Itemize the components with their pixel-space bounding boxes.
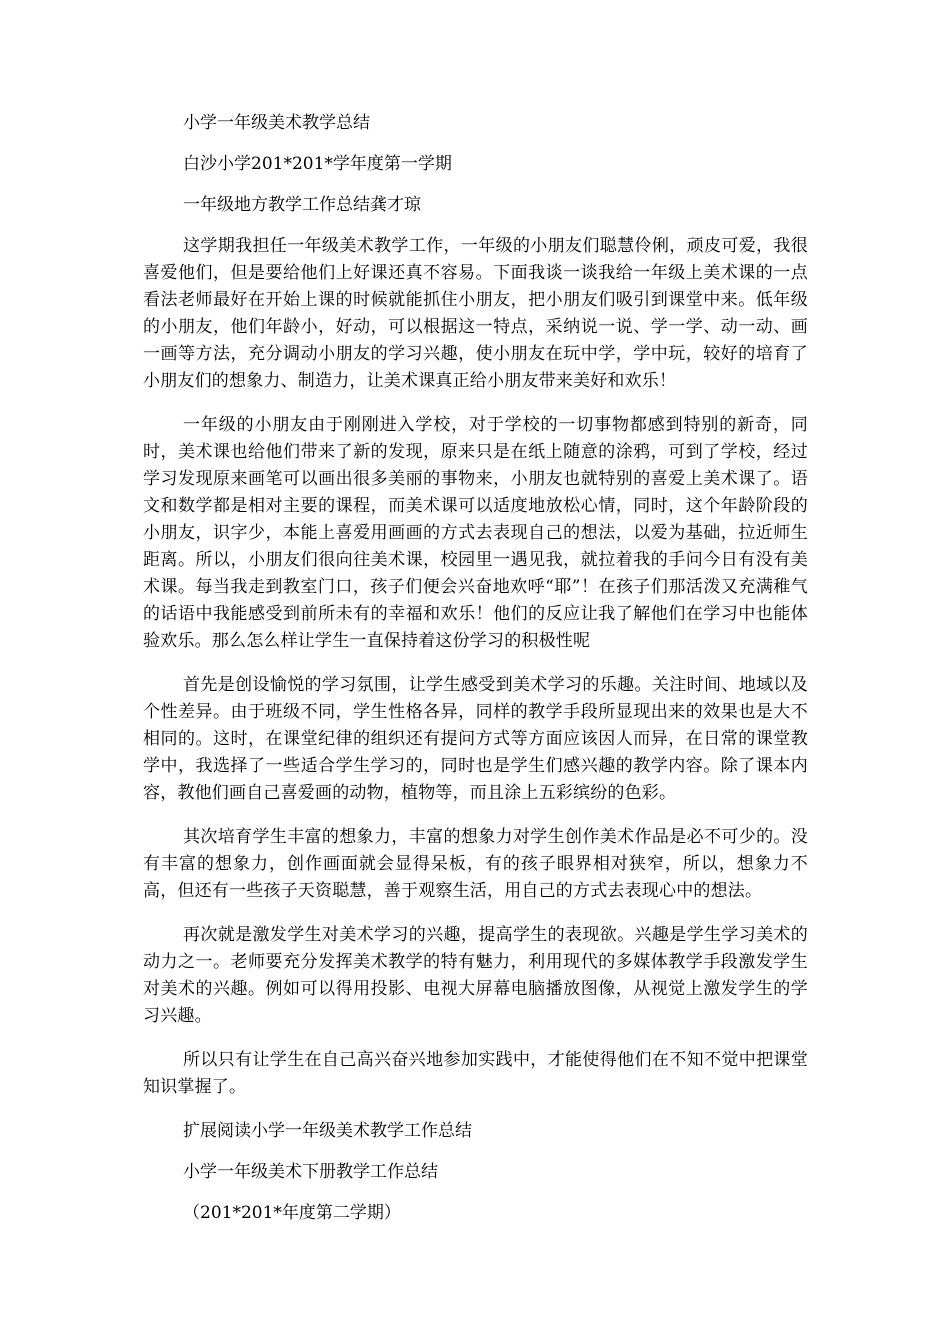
- document-title: 小学一年级美术教学总结: [183, 113, 370, 133]
- second-title: 小学一年级美术下册教学工作总结: [183, 1162, 438, 1182]
- paragraph-interest: 再次就是激发学生对美术学习的兴趣，提高学生的表现欲。兴趣是学生学习美术的动力之一。老师要充分发挥美术教学的特有魅力，利用现代的多媒体教学手段激发学生对美术的兴趣。例如可以得用投影、电视大屏幕电脑播放图像，从视觉上激发学生的学习兴趣。: [143, 925, 808, 1026]
- document-page: [143, 110, 808, 1241]
- paragraph-intro: 这学期我担任一年级美术教学工作，一年级的小朋友们聪慧伶俐，顽皮可爱，我很喜爱他们，但是要给他们上好课还真不容易。下面我谈一谈我给一年级上美术课的一点看法老师最好在开始上课的时候就能抓住小朋友，把小朋友们吸引到课堂中来。低年级的小朋友，他们年龄小，好动，可以根据这一特点，采纳说一说、学一学、动一动、画一画等方法，充分调动小朋友的学习兴趣，使小朋友在玩中学，学中玩，较好的培育了小朋友们的想象力、制造力，让美术课真正给小朋友带来美好和欢乐！: [143, 236, 808, 391]
- document-subtitle: 一年级地方教学工作总结龚才琼: [183, 195, 421, 215]
- second-term: （201*201*年度第二学期）: [183, 1203, 401, 1223]
- extended-reading-heading: 扩展阅读小学一年级美术教学工作总结: [183, 1121, 472, 1141]
- paragraph-atmosphere: 首先是创设愉悦的学习氛围，让学生感受到美术学习的乐趣。关注时间、地域以及个性差异。由于班级不同，学生性格各异，同样的教学手段所显现出来的效果也是大不相同的。这时，在课堂纪律的组织还有提问方式等方面应该因人而异，在日常的课堂教学中，我选择了一些适合学生学习的，同时也是学生们感兴趣的教学内容。除了课本内容，教他们画自己喜爱画的动物，植物等，而且涂上五彩缤纷的色彩。: [143, 675, 808, 803]
- school-term: 白沙小学201*201*学年度第一学期: [183, 154, 452, 174]
- paragraph-imagination: 其次培育学生丰富的想象力，丰富的想象力对学生创作美术作品是必不可少的。没有丰富的想象力，创作画面就会显得呆板，有的孩子眼界相对狭窄，所以，想象力不高，但还有一些孩子天资聪慧，善于观察生活，用自己的方式去表现心中的想法。: [143, 827, 808, 901]
- paragraph-curiosity: 一年级的小朋友由于刚刚进入学校，对于学校的一切事物都感到特别的新奇，同时，美术课也给他们带来了新的发现，原来只是在纸上随意的涂鸦，可到了学校，经过学习发现原来画笔可以画出很多美丽的事物来，小朋友也就特别的喜爱上美术课了。语文和数学都是相对主要的课程，而美术课可以适度地放松心情，同时，这个年龄阶段的小朋友，识字少，本能上喜爱用画画的方式去表现自己的想法，以爱为基础，拉近师生距离。所以，小朋友们很向往美术课，校园里一遇见我，就拉着我的手问今日有没有美术课。每当我走到教室门口，孩子们便会兴奋地欢呼“耶”！在孩子们那活泼又充满稚气的话语中我能感受到前所未有的幸福和欢乐！他们的反应让我了解他们在学习中也能体验欢乐。那么怎么样让学生一直保持着这份学习的积极性呢: [143, 415, 808, 651]
- paragraph-conclusion: 所以只有让学生在自己高兴奋兴地参加实践中，才能使得他们在不知不觉中把课堂知识掌握了。: [143, 1050, 808, 1097]
